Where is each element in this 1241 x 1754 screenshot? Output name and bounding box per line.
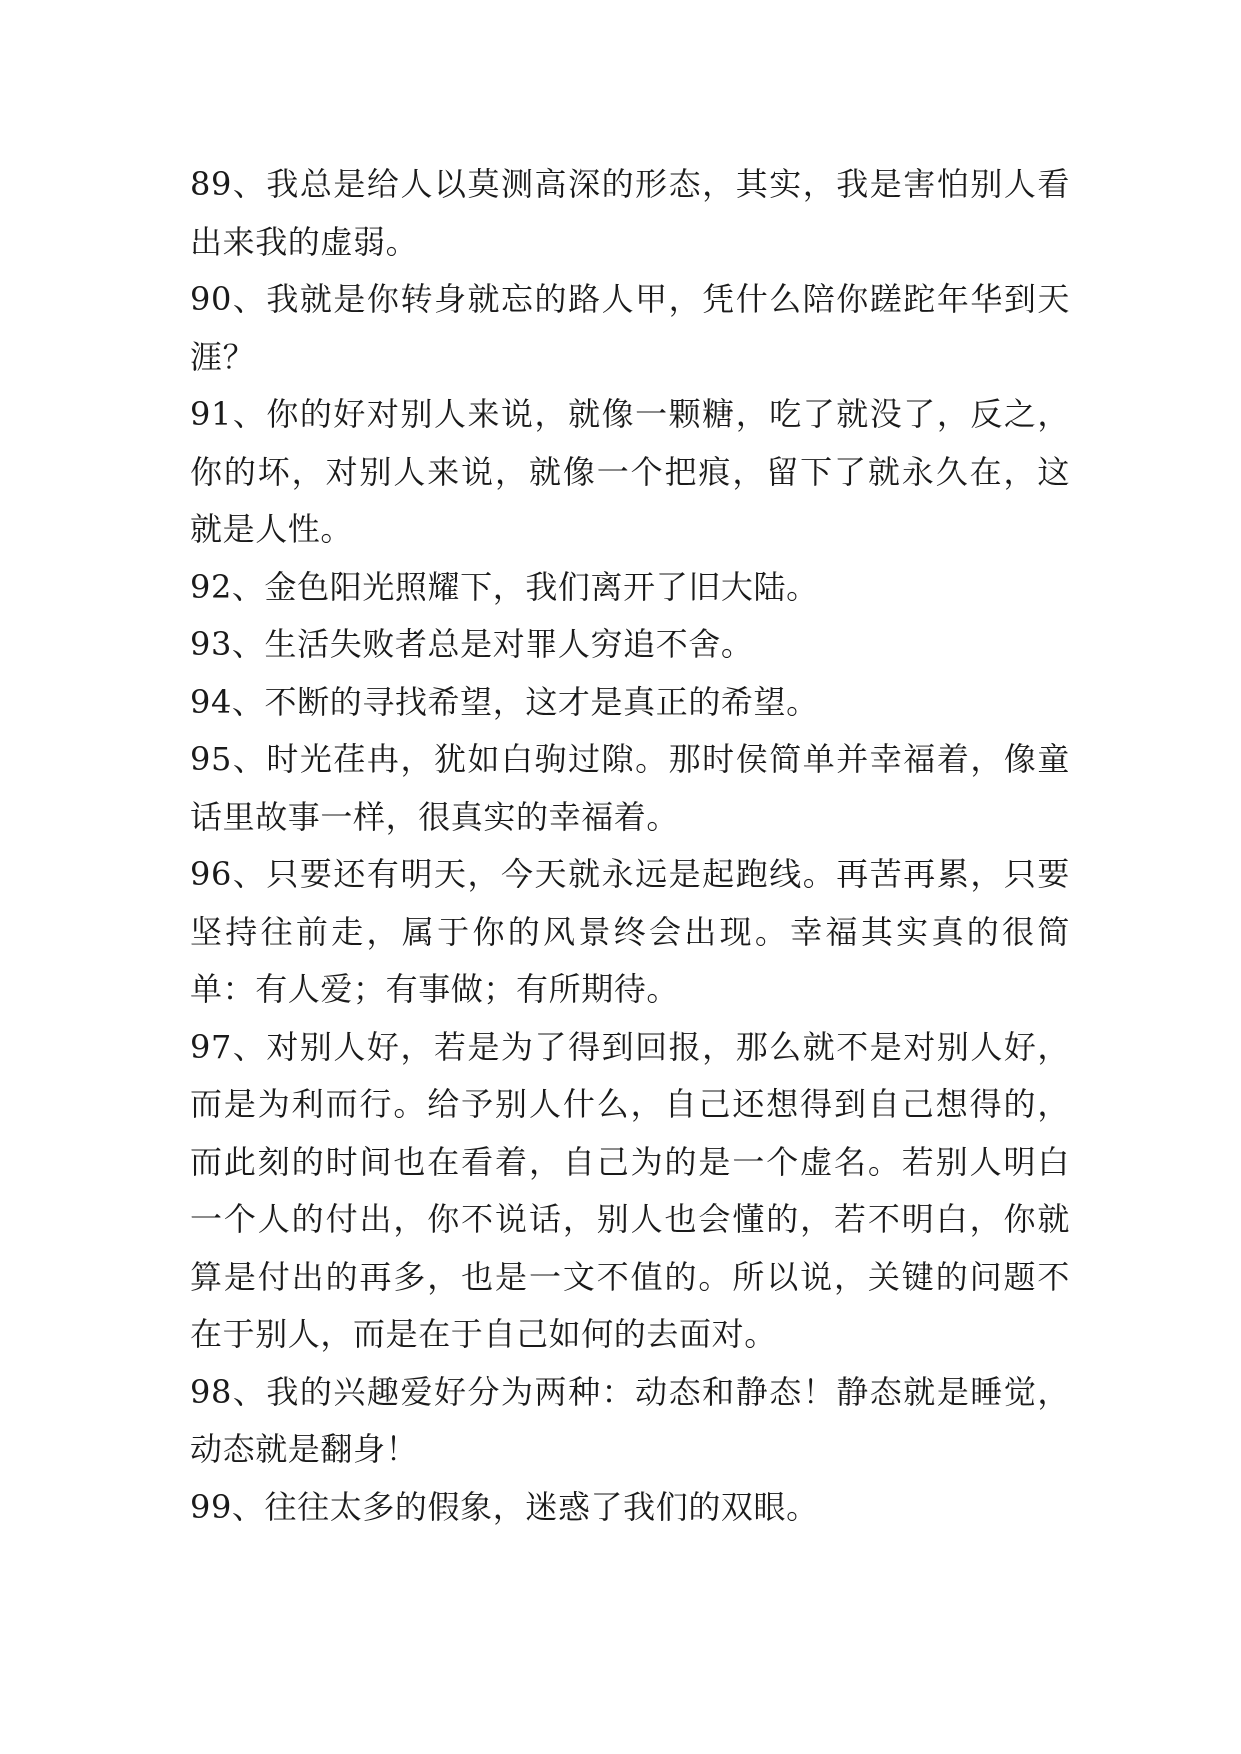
- quote-entry-97: 97、对别人好，若是为了得到回报，那么就不是对别人好，而是为利而行。给予别人什么，自己还想得到自己想得的，而此刻的时间也在看着，自己为的是一个虚名。若别人明白一个人的付出，你不说话，别人也会懂的，若不明白，你就算是付出的再多，也是一文不值的。所以说，关键的问题不在于别人，而是在于自己如何的去面对。: [190, 1027, 1070, 1353]
- quote-entry-92: 92、金色阳光照耀下，我们离开了旧大陆。: [190, 567, 819, 606]
- quote-entry-98: 98、我的兴趣爱好分为两种：动态和静态！静态就是睡觉，动态就是翻身！: [190, 1372, 1070, 1468]
- document-body: [190, 156, 1070, 1536]
- quote-entry-91: 91、你的好对别人来说，就像一颗糖，吃了就没了，反之，你的坏，对别人来说，就像一个把痕，留下了就永久在，这就是人性。: [190, 395, 1070, 548]
- quote-entry-99: 99、往往太多的假象，迷惑了我们的双眼。: [190, 1487, 819, 1526]
- quote-entry-89: 89、我总是给人以莫测高深的形态，其实，我是害怕别人看出来我的虚弱。: [190, 165, 1070, 261]
- quote-entry-96: 96、只要还有明天，今天就永远是起跑线。再苦再累，只要坚持往前走，属于你的风景终会出现。幸福其实真的很简单：有人爱；有事做；有所期待。: [190, 855, 1070, 1008]
- quote-entry-95: 95、时光荏冉，犹如白驹过隙。那时侯简单并幸福着，像童话里故事一样，很真实的幸福着。: [190, 740, 1070, 836]
- quote-entry-94: 94、不断的寻找希望，这才是真正的希望。: [190, 682, 819, 721]
- quote-entry-93: 93、生活失败者总是对罪人穷追不舍。: [190, 625, 754, 663]
- quote-entry-90: 90、我就是你转身就忘的路人甲，凭什么陪你蹉跎年华到天涯？: [190, 280, 1070, 376]
